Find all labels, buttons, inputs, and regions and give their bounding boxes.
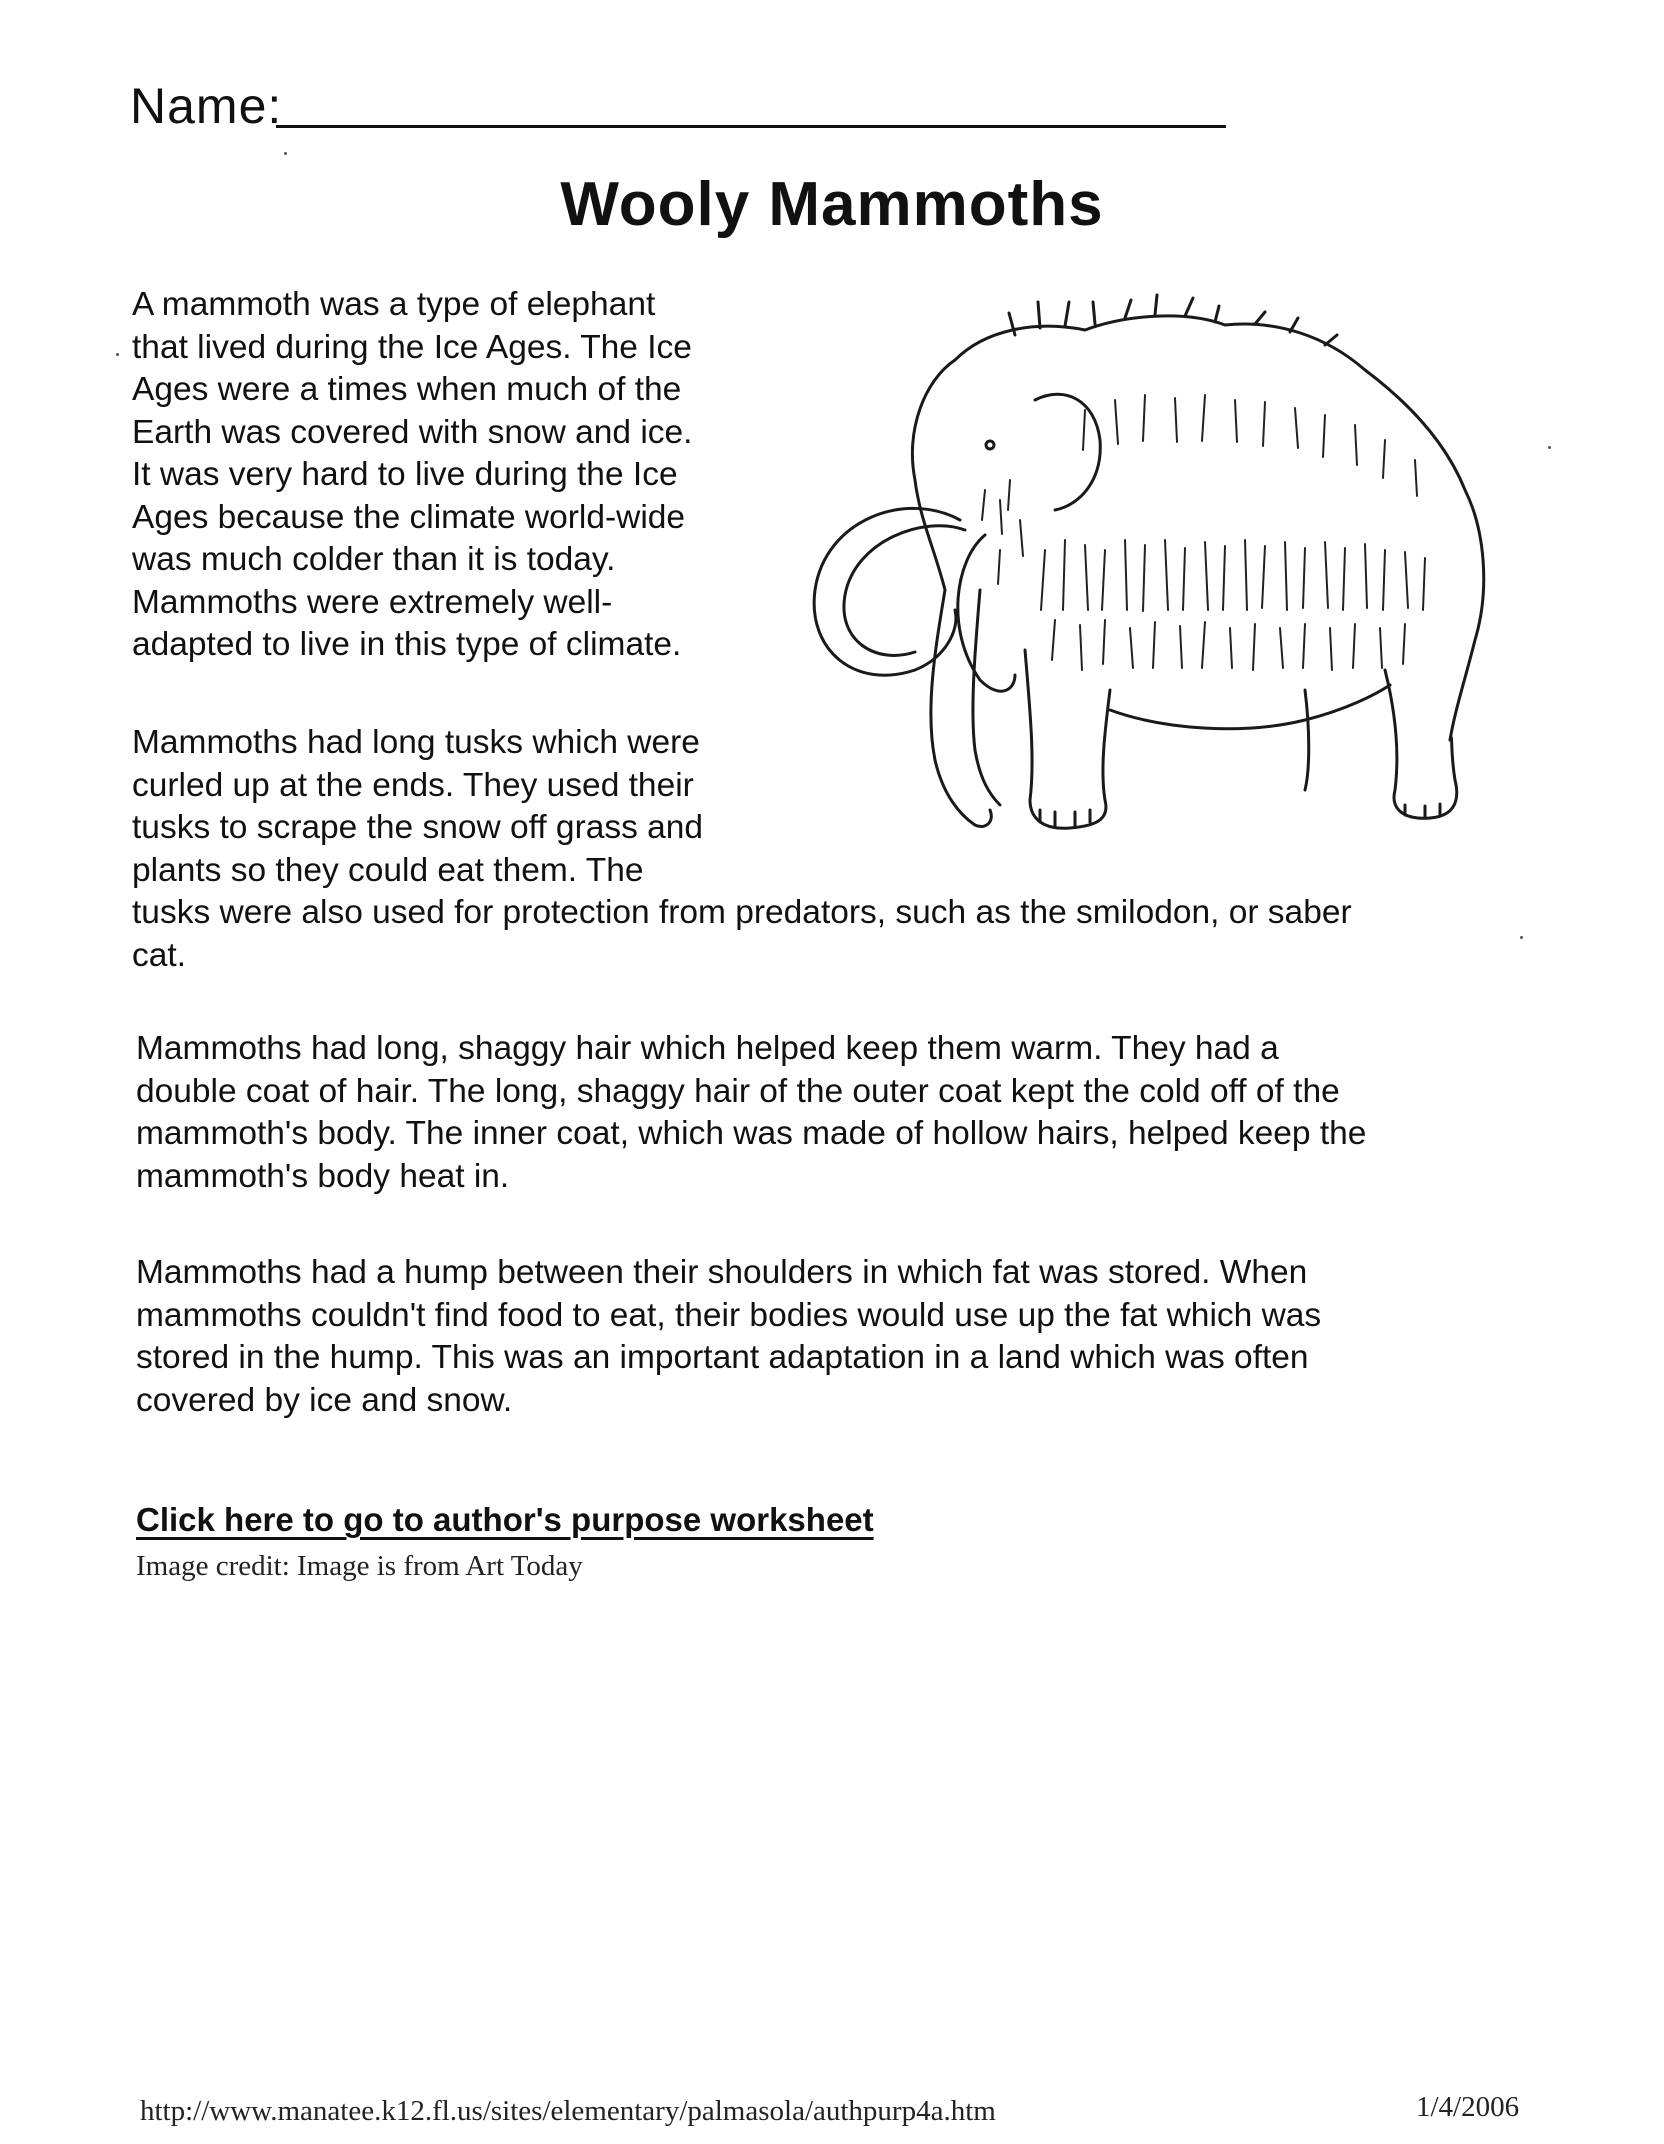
text-line: that lived during the Ice Ages. The Ice <box>132 328 692 366</box>
paragraph-hair <box>136 1028 1536 1198</box>
text-line: Mammoths had a hump between their shoulders in which fat was stored. When <box>136 1254 1308 1291</box>
page-title: Wooly Mammoths <box>560 170 1104 239</box>
name-label: Name: <box>130 78 283 134</box>
footer-date: 1/4/2006 <box>1416 2091 1520 2123</box>
text-line: Mammoths had long, shaggy hair which helped keep them warm. They had a <box>136 1030 1279 1067</box>
text-line: tusks to scrape the snow off grass and <box>132 809 704 846</box>
text-line: mammoths couldn't find food to eat, their bodies would use up the fat which was <box>136 1296 1322 1334</box>
paragraph-tusks <box>132 722 1532 977</box>
text-line: was much colder than it is today. <box>132 541 616 578</box>
text-line: mammoth's body heat in. <box>136 1157 510 1195</box>
text-line: tusks were also used for protection from predators, such as the smilodon, or saber <box>132 894 1352 931</box>
text-line: cat. <box>132 936 186 974</box>
paragraph-intro <box>132 284 812 667</box>
text-line: double coat of hair. The long, shaggy hair of the outer coat kept the cold off of the <box>136 1072 1340 1110</box>
text-line: plants so they could eat them. The <box>132 851 644 889</box>
scan-speck <box>1548 446 1551 449</box>
name-blank-line <box>276 125 1226 128</box>
scan-speck <box>116 353 119 356</box>
text-line: Mammoths had long tusks which were <box>132 724 700 761</box>
text-line: mammoth's body. The inner coat, which was made of hollow hairs, helped keep the <box>136 1115 1367 1152</box>
text-line: covered by ice and snow. <box>136 1381 513 1419</box>
text-line: Earth was covered with snow and ice. <box>132 413 693 451</box>
text-line: A mammoth was a type of elephant <box>132 286 656 323</box>
text-line: Mammoths were extremely well- <box>132 583 613 621</box>
text-line: Ages because the climate world-wide <box>132 498 686 536</box>
text-line: curled up at the ends. They used their <box>132 766 694 804</box>
text-line: stored in the hump. This was an important adaptation in a land which was often <box>136 1339 1309 1376</box>
text-line: Ages were a times when much of the <box>132 371 682 408</box>
authors-purpose-worksheet-link[interactable]: Click here to go to author's purpose worksheet <box>136 1501 874 1538</box>
text-line: It was very hard to live during the Ice <box>132 456 678 493</box>
image-credit: Image credit: Image is from Art Today <box>136 1550 583 1582</box>
paragraph-hump <box>136 1252 1536 1422</box>
footer-url: http://www.manatee.k12.fl.us/sites/elementary/palmasola/authpurp4a.htm <box>140 2095 996 2127</box>
text-line: adapted to live in this type of climate. <box>132 626 682 663</box>
scan-speck <box>1520 936 1523 939</box>
scan-speck <box>284 152 287 155</box>
